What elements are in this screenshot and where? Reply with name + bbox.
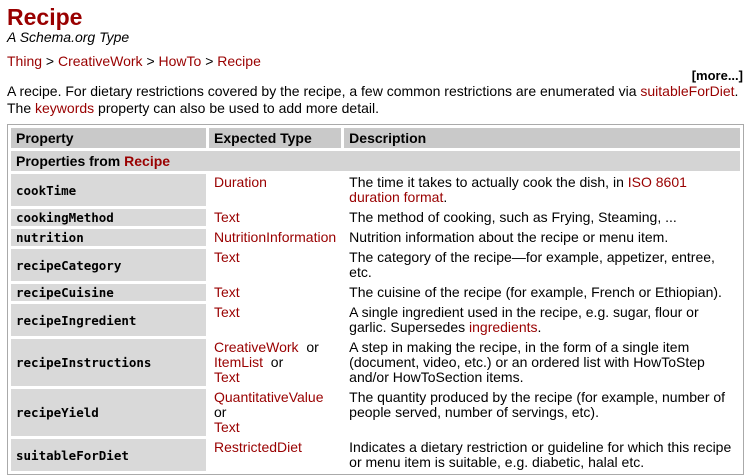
description-text: The category of the recipe—for example, appetizer, entree, etc. bbox=[349, 249, 715, 280]
property-name[interactable]: recipeIngredient bbox=[11, 304, 206, 336]
description-text: The quantity produced by the recipe (for example, number of people served, number of servings, etc). bbox=[349, 389, 726, 420]
property-name[interactable]: recipeCategory bbox=[11, 249, 206, 281]
section-heading bbox=[11, 151, 740, 171]
description-link[interactable]: ingredients bbox=[469, 319, 538, 335]
property-name[interactable]: cookingMethod bbox=[11, 209, 206, 226]
description-text: A single ingredient used in the recipe, e.g. sugar, flour or garlic. Supersedes bbox=[349, 304, 699, 335]
page-subtitle: A Schema.org Type bbox=[7, 29, 130, 45]
type-link[interactable]: ItemList bbox=[214, 354, 264, 370]
breadcrumb-howto[interactable]: HowTo bbox=[158, 53, 202, 69]
header-property: Property bbox=[11, 128, 206, 148]
description-text: The time it takes to actually cook the dish, in bbox=[349, 174, 628, 190]
table-row bbox=[11, 229, 740, 246]
property-name[interactable]: recipeYield bbox=[11, 389, 206, 436]
expected-types bbox=[209, 284, 341, 301]
section-prefix: Properties from bbox=[16, 153, 125, 169]
description-text: A step in making the recipe, in the form of a single item (document, video, etc.) or an ordered list with HowToStep and/or HowToSection items. bbox=[349, 339, 705, 385]
properties-table-container bbox=[7, 124, 744, 475]
type-link[interactable]: Text bbox=[214, 369, 240, 385]
table-row bbox=[11, 439, 740, 471]
expected-types bbox=[209, 174, 341, 206]
breadcrumb-creativework[interactable]: CreativeWork bbox=[58, 53, 143, 69]
section-row bbox=[11, 151, 740, 171]
property-description bbox=[344, 229, 740, 246]
breadcrumb bbox=[7, 53, 261, 70]
property-description bbox=[344, 339, 740, 386]
type-link[interactable]: NutritionInformation bbox=[214, 229, 337, 245]
type-link[interactable]: QuantitativeValue bbox=[214, 389, 324, 405]
breadcrumb-recipe[interactable]: Recipe bbox=[217, 53, 261, 69]
expected-types bbox=[209, 229, 341, 246]
property-description bbox=[344, 439, 740, 471]
type-link[interactable]: Text bbox=[214, 209, 240, 225]
expected-types bbox=[209, 439, 341, 471]
type-link[interactable]: Duration bbox=[214, 174, 267, 190]
description-text: . The bbox=[7, 83, 739, 116]
table-row bbox=[11, 209, 740, 226]
table-row bbox=[11, 304, 740, 336]
breadcrumb-separator: > bbox=[146, 53, 155, 69]
table-row bbox=[11, 389, 740, 436]
header-description: Description bbox=[344, 128, 740, 148]
property-name[interactable]: suitableForDiet bbox=[11, 439, 206, 471]
table-header-row bbox=[11, 128, 740, 148]
property-description bbox=[344, 304, 740, 336]
expected-types bbox=[209, 339, 341, 386]
expected-types bbox=[209, 389, 341, 436]
table-row bbox=[11, 339, 740, 386]
description-text: A recipe. For dietary restrictions covered by the recipe, a few common restrictions are enumerated via bbox=[7, 83, 641, 99]
property-description bbox=[344, 249, 740, 281]
property-name[interactable]: recipeInstructions bbox=[11, 339, 206, 386]
description-text: property can also be used to add more detail. bbox=[94, 100, 379, 116]
expected-types bbox=[209, 209, 341, 226]
expected-types bbox=[209, 304, 341, 336]
page-title: Recipe bbox=[7, 4, 83, 30]
description-link[interactable]: ISO 8601 duration format bbox=[349, 174, 687, 205]
description-text: Nutrition information about the recipe or menu item. bbox=[349, 229, 669, 245]
or-separator: or bbox=[306, 339, 319, 355]
property-description bbox=[344, 284, 740, 301]
type-link[interactable]: Text bbox=[214, 419, 240, 435]
property-name[interactable]: recipeCuisine bbox=[11, 284, 206, 301]
table-row bbox=[11, 284, 740, 301]
properties-table bbox=[8, 125, 743, 474]
type-link[interactable]: CreativeWork bbox=[214, 339, 299, 355]
breadcrumb-thing[interactable]: Thing bbox=[7, 53, 43, 69]
expected-types bbox=[209, 249, 341, 281]
table-row bbox=[11, 174, 740, 206]
or-separator: or bbox=[270, 354, 284, 370]
or-separator: or bbox=[214, 404, 227, 420]
property-name[interactable]: nutrition bbox=[11, 229, 206, 246]
type-link[interactable]: Text bbox=[214, 284, 240, 300]
more-link[interactable]: [more...] bbox=[691, 68, 743, 83]
type-link[interactable]: Text bbox=[214, 249, 240, 265]
type-link[interactable]: Text bbox=[214, 304, 240, 320]
breadcrumb-separator: > bbox=[45, 53, 55, 69]
description-text: The cuisine of the recipe (for example, French or Ethiopian). bbox=[349, 284, 722, 300]
property-description bbox=[344, 209, 740, 226]
type-description bbox=[7, 83, 742, 117]
description-text: The method of cooking, such as Frying, Steaming, ... bbox=[349, 209, 677, 225]
description-text: Indicates a dietary restriction or guideline for which this recipe or menu item is suitable, e.g. diabetic, halal etc. bbox=[349, 439, 732, 470]
property-description bbox=[344, 389, 740, 436]
property-description bbox=[344, 174, 740, 206]
suitablefordiet-link[interactable]: suitableForDiet bbox=[640, 83, 735, 99]
section-recipe-link[interactable]: Recipe bbox=[124, 153, 171, 169]
keywords-link[interactable]: keywords bbox=[35, 100, 95, 116]
table-row bbox=[11, 249, 740, 281]
description-text: . bbox=[443, 189, 448, 205]
property-name[interactable]: cookTime bbox=[11, 174, 206, 206]
type-link[interactable]: RestrictedDiet bbox=[214, 439, 302, 455]
header-expected-type: Expected Type bbox=[209, 128, 341, 148]
description-text: . bbox=[537, 319, 542, 335]
breadcrumb-separator: > bbox=[205, 53, 214, 69]
